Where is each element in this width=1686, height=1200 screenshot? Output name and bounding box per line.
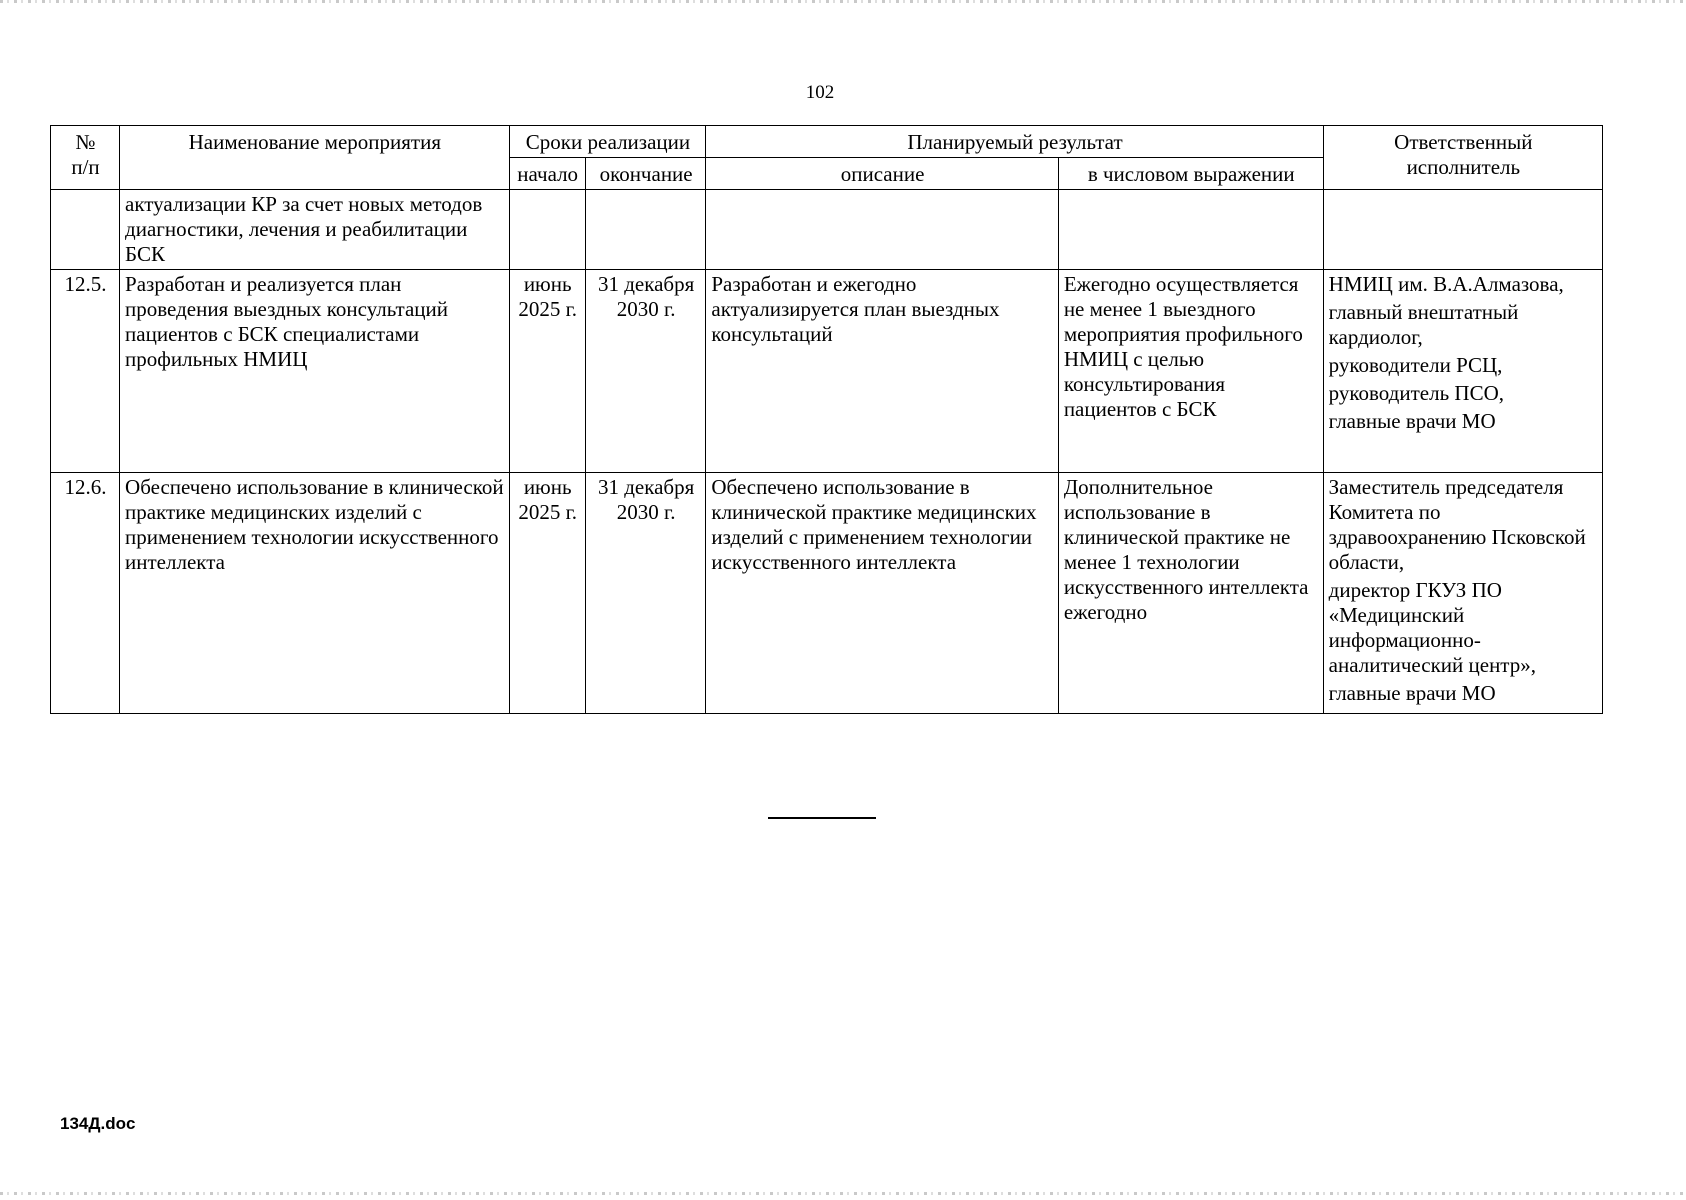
responsible-line: директор ГКУЗ ПО «Медицинский информационно-аналитический центр»,: [1328, 578, 1536, 677]
header-end: окончание: [585, 158, 706, 190]
cell-name: Разработан и реализуется план проведения выездных консультаций пациентов с БСК специалистами профильных НМИЦ: [120, 270, 510, 473]
cell-num: 12.6.: [51, 473, 120, 714]
cell-name: актуализации КР за счет новых методов диагностики, лечения и реабилитации БСК: [120, 190, 510, 270]
cell-end: 31 декабря 2030 г.: [585, 473, 706, 714]
responsible-line: Заместитель председателя Комитета по здравоохранению Псковской области,: [1328, 475, 1586, 574]
cell-description: [706, 190, 1058, 270]
table-row-continuation: [51, 190, 1603, 270]
cell-start: июнь 2025 г.: [509, 270, 585, 473]
header-responsible: [1323, 126, 1602, 190]
header-responsible-line2: исполнитель: [1406, 155, 1521, 179]
cell-description: Разработан и ежегодно актуализируется план выездных консультаций: [706, 270, 1058, 473]
header-num-symbol: №: [75, 130, 96, 154]
table-row: [51, 270, 1603, 473]
cell-responsible: [1323, 270, 1602, 473]
scan-top-edge: [0, 0, 1686, 3]
header-numeric: в числовом выражении: [1058, 158, 1323, 190]
header-row-top: [51, 126, 1603, 158]
cell-end: [585, 190, 706, 270]
table-row: [51, 473, 1603, 714]
responsible-line: НМИЦ им. В.А.Алмазова,: [1328, 272, 1564, 296]
cell-numeric: Дополнительное использование в клинической практике не менее 1 технологии искусственного интеллекта ежегодно: [1058, 473, 1323, 714]
cell-numeric: [1058, 190, 1323, 270]
end-separator-line: [768, 817, 876, 819]
header-result: Планируемый результат: [706, 126, 1323, 158]
header-num: [51, 126, 120, 190]
cell-description: Обеспечено использование в клинической практике медицинских изделий с применением технологии искусственного интеллекта: [706, 473, 1058, 714]
cell-num: [51, 190, 120, 270]
cell-name: Обеспечено использование в клинической практике медицинских изделий с применением технологии искусственного интеллекта: [120, 473, 510, 714]
header-description: описание: [706, 158, 1058, 190]
responsible-line: руководитель ПСО,: [1328, 381, 1504, 405]
header-start: начало: [509, 158, 585, 190]
cell-start: июнь 2025 г.: [509, 473, 585, 714]
responsible-line: руководители РСЦ,: [1328, 353, 1503, 377]
cell-numeric: Ежегодно осуществляется не менее 1 выездного мероприятия профильного НМИЦ с целью консультирования пациентов с БСК: [1058, 270, 1323, 473]
cell-responsible: [1323, 473, 1602, 714]
cell-end: 31 декабря 2030 г.: [585, 270, 706, 473]
header-responsible-line1: Ответственный: [1394, 130, 1533, 154]
header-timing: Сроки реализации: [509, 126, 706, 158]
footer-filename: 134Д.doc: [60, 1114, 136, 1133]
header-name: Наименование мероприятия: [120, 126, 510, 190]
cell-responsible: [1323, 190, 1602, 270]
page-number: 102: [805, 82, 835, 103]
cell-start: [509, 190, 585, 270]
cell-num: 12.5.: [51, 270, 120, 473]
responsible-line: главный внештатный кардиолог,: [1328, 300, 1519, 349]
responsible-line: главные врачи МО: [1328, 409, 1496, 433]
header-num-abbr: п/п: [71, 155, 100, 179]
responsible-line: главные врачи МО: [1328, 681, 1496, 705]
action-plan-table: [50, 125, 1603, 714]
scan-bottom-edge: [0, 1192, 1686, 1195]
